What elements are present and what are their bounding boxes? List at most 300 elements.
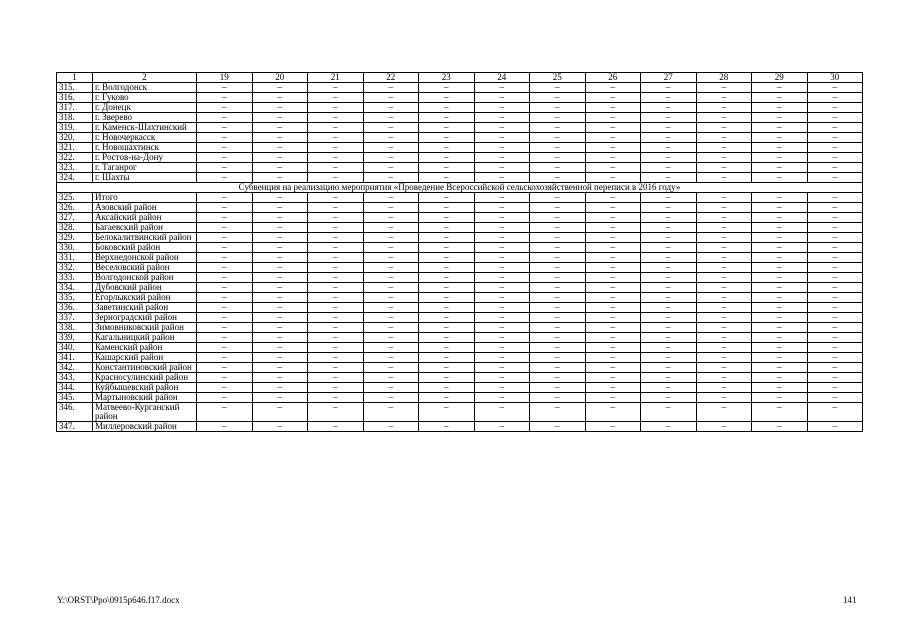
value-cell: –: [641, 133, 697, 143]
value-cell: –: [696, 123, 752, 133]
value-cell: –: [530, 273, 586, 283]
row-name: Веселовский район: [93, 263, 197, 273]
value-cell: –: [641, 273, 697, 283]
table-row: [57, 223, 863, 233]
value-cell: –: [474, 213, 530, 223]
value-cell: –: [696, 83, 752, 93]
value-cell: –: [308, 263, 364, 273]
value-cell: –: [752, 93, 808, 103]
value-cell: –: [419, 383, 475, 393]
value-cell: –: [308, 163, 364, 173]
value-cell: –: [252, 153, 308, 163]
value-cell: –: [752, 153, 808, 163]
value-cell: –: [696, 313, 752, 323]
value-cell: –: [363, 133, 419, 143]
table-row: [57, 363, 863, 373]
row-number: 340.: [57, 343, 93, 353]
value-cell: –: [807, 293, 863, 303]
value-cell: –: [308, 243, 364, 253]
value-cell: –: [752, 393, 808, 403]
value-cell: –: [807, 403, 863, 422]
value-cell: –: [752, 103, 808, 113]
header-cell: 28: [696, 73, 752, 83]
value-cell: –: [419, 243, 475, 253]
value-cell: –: [308, 393, 364, 403]
value-cell: –: [807, 273, 863, 283]
table-row: [57, 173, 863, 183]
table-row: [57, 383, 863, 393]
value-cell: –: [197, 293, 253, 303]
value-cell: –: [807, 103, 863, 113]
value-cell: –: [252, 343, 308, 353]
value-cell: –: [752, 353, 808, 363]
value-cell: –: [585, 213, 641, 223]
value-cell: –: [363, 123, 419, 133]
value-cell: –: [419, 153, 475, 163]
value-cell: –: [807, 213, 863, 223]
value-cell: –: [252, 113, 308, 123]
value-cell: –: [696, 213, 752, 223]
row-name: г. Донецк: [93, 103, 197, 113]
row-name: Миллеровский район: [93, 422, 197, 432]
row-number: 336.: [57, 303, 93, 313]
table-row: [57, 343, 863, 353]
value-cell: –: [585, 243, 641, 253]
value-cell: –: [252, 303, 308, 313]
value-cell: –: [474, 93, 530, 103]
value-cell: –: [807, 93, 863, 103]
value-cell: –: [474, 243, 530, 253]
table-row: [57, 323, 863, 333]
value-cell: –: [807, 123, 863, 133]
value-cell: –: [197, 143, 253, 153]
row-name: Аксайский район: [93, 213, 197, 223]
row-number: 332.: [57, 263, 93, 273]
value-cell: –: [419, 273, 475, 283]
table-row: [57, 233, 863, 243]
value-cell: –: [474, 83, 530, 93]
value-cell: –: [197, 203, 253, 213]
value-cell: –: [363, 173, 419, 183]
value-cell: –: [641, 363, 697, 373]
value-cell: –: [419, 253, 475, 263]
value-cell: –: [641, 243, 697, 253]
value-cell: –: [308, 363, 364, 373]
row-number: 327.: [57, 213, 93, 223]
value-cell: –: [530, 103, 586, 113]
row-number: 337.: [57, 313, 93, 323]
table-row: [57, 213, 863, 223]
value-cell: –: [474, 343, 530, 353]
value-cell: –: [530, 263, 586, 273]
value-cell: –: [752, 213, 808, 223]
value-cell: –: [530, 153, 586, 163]
budget-table: [56, 72, 863, 432]
value-cell: –: [585, 83, 641, 93]
value-cell: –: [197, 153, 253, 163]
value-cell: –: [252, 233, 308, 243]
row-name: Егорлыкский район: [93, 293, 197, 303]
row-number: 335.: [57, 293, 93, 303]
value-cell: –: [641, 83, 697, 93]
value-cell: –: [807, 193, 863, 203]
value-cell: –: [419, 293, 475, 303]
value-cell: –: [252, 193, 308, 203]
value-cell: –: [696, 353, 752, 363]
row-name: Багаевский район: [93, 223, 197, 233]
value-cell: –: [252, 273, 308, 283]
value-cell: –: [474, 203, 530, 213]
value-cell: –: [641, 93, 697, 103]
value-cell: –: [530, 243, 586, 253]
value-cell: –: [696, 363, 752, 373]
row-number: 347.: [57, 422, 93, 432]
value-cell: –: [419, 313, 475, 323]
header-row: [57, 73, 863, 83]
value-cell: –: [363, 263, 419, 273]
row-name: Дубовский район: [93, 283, 197, 293]
value-cell: –: [419, 113, 475, 123]
value-cell: –: [363, 113, 419, 123]
value-cell: –: [308, 203, 364, 213]
value-cell: –: [252, 403, 308, 422]
value-cell: –: [641, 103, 697, 113]
value-cell: –: [308, 333, 364, 343]
row-number: 342.: [57, 363, 93, 373]
value-cell: –: [641, 403, 697, 422]
value-cell: –: [419, 403, 475, 422]
row-name: г. Зверево: [93, 113, 197, 123]
value-cell: –: [585, 263, 641, 273]
value-cell: –: [752, 313, 808, 323]
table-row: [57, 133, 863, 143]
value-cell: –: [308, 253, 364, 263]
value-cell: –: [474, 403, 530, 422]
value-cell: –: [363, 293, 419, 303]
value-cell: –: [363, 363, 419, 373]
value-cell: –: [585, 403, 641, 422]
value-cell: –: [363, 213, 419, 223]
value-cell: –: [807, 393, 863, 403]
value-cell: –: [530, 293, 586, 303]
value-cell: –: [696, 173, 752, 183]
value-cell: –: [752, 243, 808, 253]
row-number: 343.: [57, 373, 93, 383]
row-number: 334.: [57, 283, 93, 293]
value-cell: –: [474, 113, 530, 123]
value-cell: –: [474, 253, 530, 263]
value-cell: –: [308, 223, 364, 233]
value-cell: –: [419, 422, 475, 432]
value-cell: –: [474, 193, 530, 203]
table-row: [57, 373, 863, 383]
page-number: 141: [843, 595, 857, 605]
value-cell: –: [585, 353, 641, 363]
value-cell: –: [530, 303, 586, 313]
value-cell: –: [641, 353, 697, 363]
table-row: [57, 93, 863, 103]
value-cell: –: [807, 153, 863, 163]
value-cell: –: [807, 383, 863, 393]
value-cell: –: [530, 143, 586, 153]
row-number: 331.: [57, 253, 93, 263]
section-title: Субвенция на реализацию мероприятия «Проведение Всероссийской сельскохозяйственной переписи в 2016 году»: [57, 183, 863, 193]
value-cell: –: [197, 213, 253, 223]
row-number: 323.: [57, 163, 93, 173]
row-number: 338.: [57, 323, 93, 333]
value-cell: –: [696, 243, 752, 253]
value-cell: –: [585, 293, 641, 303]
value-cell: –: [308, 233, 364, 243]
row-number: 316.: [57, 93, 93, 103]
row-name: Азовский район: [93, 203, 197, 213]
value-cell: –: [474, 353, 530, 363]
value-cell: –: [419, 163, 475, 173]
value-cell: –: [585, 193, 641, 203]
footer-file-path: Y:\ORST\Ppo\0915p646.f17.docx: [57, 595, 180, 605]
value-cell: –: [308, 422, 364, 432]
value-cell: –: [752, 422, 808, 432]
row-name: Волгодонской район: [93, 273, 197, 283]
value-cell: –: [252, 253, 308, 263]
value-cell: –: [197, 353, 253, 363]
row-name: г. Новочеркасск: [93, 133, 197, 143]
table-row: [57, 393, 863, 403]
table-row: [57, 243, 863, 253]
value-cell: –: [807, 233, 863, 243]
value-cell: –: [807, 363, 863, 373]
value-cell: –: [363, 203, 419, 213]
value-cell: –: [752, 403, 808, 422]
value-cell: –: [696, 143, 752, 153]
value-cell: –: [197, 103, 253, 113]
row-name: Белокалитвинский район: [93, 233, 197, 243]
value-cell: –: [585, 343, 641, 353]
value-cell: –: [363, 403, 419, 422]
value-cell: –: [807, 143, 863, 153]
value-cell: –: [419, 203, 475, 213]
row-number: 339.: [57, 333, 93, 343]
value-cell: –: [197, 373, 253, 383]
value-cell: –: [308, 173, 364, 183]
row-number: 329.: [57, 233, 93, 243]
table-row: [57, 153, 863, 163]
value-cell: –: [641, 283, 697, 293]
value-cell: –: [807, 173, 863, 183]
row-number: 317.: [57, 103, 93, 113]
value-cell: –: [252, 243, 308, 253]
header-cell: 27: [641, 73, 697, 83]
row-number: 315.: [57, 83, 93, 93]
value-cell: –: [641, 173, 697, 183]
table-row: [57, 303, 863, 313]
value-cell: –: [641, 233, 697, 243]
value-cell: –: [197, 343, 253, 353]
value-cell: –: [252, 223, 308, 233]
value-cell: –: [363, 323, 419, 333]
value-cell: –: [197, 173, 253, 183]
value-cell: –: [641, 263, 697, 273]
header-cell: 29: [752, 73, 808, 83]
value-cell: –: [252, 123, 308, 133]
value-cell: –: [530, 133, 586, 143]
value-cell: –: [696, 203, 752, 213]
value-cell: –: [474, 293, 530, 303]
value-cell: –: [752, 163, 808, 173]
row-name: г. Ростов-на-Дону: [93, 153, 197, 163]
value-cell: –: [752, 173, 808, 183]
value-cell: –: [752, 223, 808, 233]
value-cell: –: [252, 333, 308, 343]
value-cell: –: [197, 422, 253, 432]
value-cell: –: [363, 273, 419, 283]
value-cell: –: [252, 323, 308, 333]
value-cell: –: [641, 193, 697, 203]
row-name: Зимовниковский район: [93, 323, 197, 333]
value-cell: –: [696, 193, 752, 203]
row-number: 320.: [57, 133, 93, 143]
value-cell: –: [696, 273, 752, 283]
value-cell: –: [807, 253, 863, 263]
value-cell: –: [807, 113, 863, 123]
value-cell: –: [807, 303, 863, 313]
value-cell: –: [807, 283, 863, 293]
value-cell: –: [696, 373, 752, 383]
row-name: Матвеево-Курганский район: [93, 403, 197, 422]
value-cell: –: [197, 233, 253, 243]
value-cell: –: [807, 83, 863, 93]
value-cell: –: [474, 103, 530, 113]
value-cell: –: [363, 93, 419, 103]
value-cell: –: [530, 383, 586, 393]
value-cell: –: [752, 193, 808, 203]
value-cell: –: [807, 133, 863, 143]
value-cell: –: [363, 313, 419, 323]
value-cell: –: [197, 83, 253, 93]
value-cell: –: [252, 83, 308, 93]
value-cell: –: [474, 263, 530, 273]
value-cell: –: [585, 273, 641, 283]
value-cell: –: [585, 383, 641, 393]
row-name: Красносулинский район: [93, 373, 197, 383]
value-cell: –: [807, 343, 863, 353]
value-cell: –: [363, 253, 419, 263]
value-cell: –: [419, 103, 475, 113]
value-cell: –: [419, 143, 475, 153]
value-cell: –: [419, 93, 475, 103]
value-cell: –: [363, 233, 419, 243]
value-cell: –: [585, 422, 641, 432]
value-cell: –: [252, 393, 308, 403]
value-cell: –: [197, 393, 253, 403]
value-cell: –: [585, 223, 641, 233]
value-cell: –: [752, 293, 808, 303]
value-cell: –: [696, 393, 752, 403]
value-cell: –: [585, 253, 641, 263]
value-cell: –: [585, 333, 641, 343]
value-cell: –: [530, 333, 586, 343]
value-cell: –: [308, 153, 364, 163]
row-number: 326.: [57, 203, 93, 213]
value-cell: –: [530, 123, 586, 133]
row-number: 328.: [57, 223, 93, 233]
table-row: [57, 203, 863, 213]
value-cell: –: [308, 313, 364, 323]
table-row: [57, 123, 863, 133]
value-cell: –: [419, 333, 475, 343]
value-cell: –: [696, 93, 752, 103]
value-cell: –: [252, 133, 308, 143]
value-cell: –: [696, 343, 752, 353]
value-cell: –: [363, 303, 419, 313]
row-name: г. Волгодонск: [93, 83, 197, 93]
value-cell: –: [585, 173, 641, 183]
value-cell: –: [641, 313, 697, 323]
value-cell: –: [752, 233, 808, 243]
value-cell: –: [752, 363, 808, 373]
value-cell: –: [419, 283, 475, 293]
value-cell: –: [696, 233, 752, 243]
value-cell: –: [807, 353, 863, 363]
value-cell: –: [641, 223, 697, 233]
value-cell: –: [252, 293, 308, 303]
value-cell: –: [308, 83, 364, 93]
table-row: [57, 353, 863, 363]
value-cell: –: [419, 193, 475, 203]
value-cell: –: [807, 243, 863, 253]
value-cell: –: [252, 213, 308, 223]
value-cell: –: [197, 253, 253, 263]
value-cell: –: [419, 83, 475, 93]
row-name: г. Гуково: [93, 93, 197, 103]
table-row: [57, 283, 863, 293]
value-cell: –: [474, 283, 530, 293]
value-cell: –: [585, 203, 641, 213]
value-cell: –: [585, 363, 641, 373]
value-cell: –: [252, 143, 308, 153]
value-cell: –: [641, 333, 697, 343]
value-cell: –: [252, 203, 308, 213]
value-cell: –: [696, 323, 752, 333]
value-cell: –: [696, 303, 752, 313]
value-cell: –: [752, 133, 808, 143]
table-row: [57, 103, 863, 113]
value-cell: –: [752, 113, 808, 123]
value-cell: –: [585, 133, 641, 143]
value-cell: –: [252, 263, 308, 273]
value-cell: –: [419, 223, 475, 233]
value-cell: –: [585, 313, 641, 323]
row-name: г. Новошахтинск: [93, 143, 197, 153]
row-name: г. Таганрог: [93, 163, 197, 173]
value-cell: –: [252, 383, 308, 393]
value-cell: –: [419, 123, 475, 133]
header-cell: 19: [197, 73, 253, 83]
value-cell: –: [752, 373, 808, 383]
value-cell: –: [419, 323, 475, 333]
value-cell: –: [252, 103, 308, 113]
value-cell: –: [197, 403, 253, 422]
table-row: [57, 193, 863, 203]
value-cell: –: [530, 173, 586, 183]
value-cell: –: [641, 303, 697, 313]
value-cell: –: [197, 323, 253, 333]
value-cell: –: [197, 133, 253, 143]
row-name: Константиновский район: [93, 363, 197, 373]
table-row: [57, 263, 863, 273]
value-cell: –: [530, 223, 586, 233]
section-row: [57, 183, 863, 193]
